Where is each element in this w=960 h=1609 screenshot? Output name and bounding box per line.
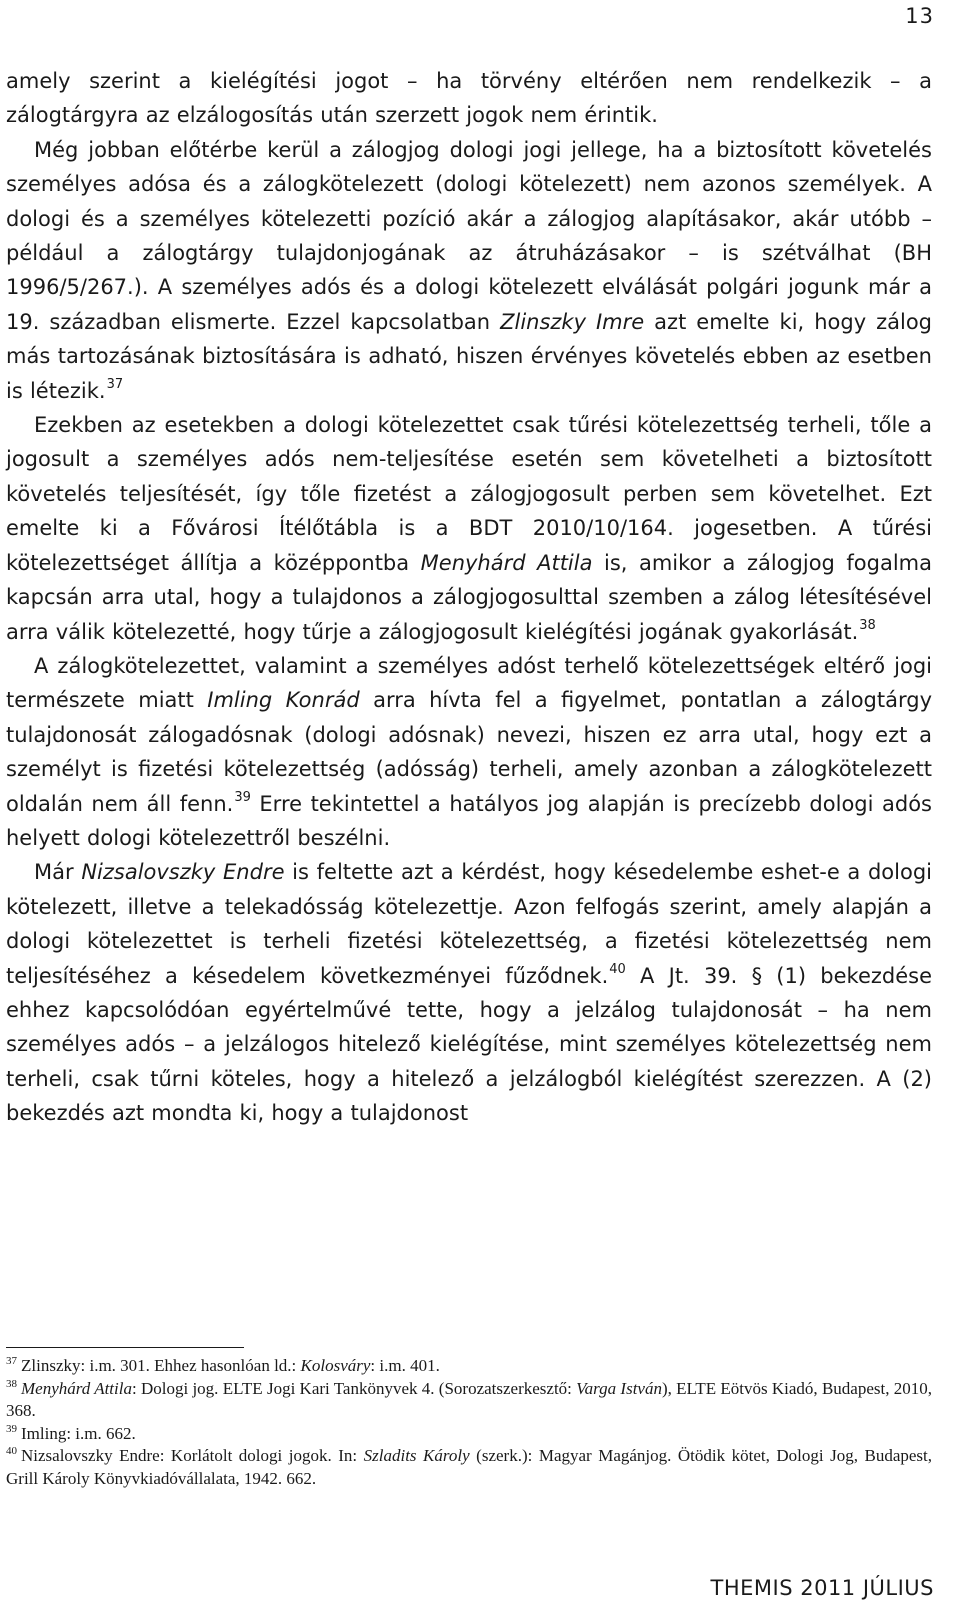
footnote-text: (szerk.): Magyar Magánjog. Ötödik kötet, Dologi Jog, Budapest, Grill Károly Könyvkiadóvállalata, 1942. 662.	[6, 1446, 932, 1488]
footnote-number: 38	[6, 1377, 17, 1390]
paragraph-4	[6, 649, 932, 855]
body-text	[6, 64, 932, 1131]
footnote-number: 40	[6, 1445, 17, 1457]
editor-name: Varga István	[576, 1378, 662, 1398]
author-name: Kolosváry	[300, 1356, 371, 1375]
footnote-39	[6, 1423, 932, 1446]
paragraph-3	[6, 408, 932, 649]
footnote-40	[6, 1445, 932, 1490]
text-segment: azt emelte ki, hogy zálog más tartozásának biztosítására is adható, hiszen érvényes követelés ebben az esetben is létezik.	[6, 309, 933, 403]
editor-name: Szladits Károly	[363, 1446, 470, 1465]
paragraph-2	[6, 133, 932, 408]
footnote-text: ), ELTE Eötvös Kiadó, Budapest, 2010, 368.	[6, 1378, 932, 1420]
page-number: 13	[905, 4, 934, 28]
text-segment: Még jobban előtérbe kerül a zálogjog dologi jogi jellege, ha a biztosított követelés személyes adósa és a zálogkötelezett (dologi kötelezett) nem azonos személyek. A dologi és a személyes kötelezetti pozíció akár a zálogjog alapításakor, akár utóbb – például a zálogtárgy tulajdonjogának az átruházásakor – is szétválhat (BH 1996/5/267.). A személyes adós és a dologi kötelezett elválását polgári jogunk már a 19. században elismerte. Ezzel kapcsolatban	[6, 137, 932, 334]
running-footer: THEMIS 2011 JÚLIUS	[710, 1576, 934, 1600]
footnote-number: 37	[6, 1355, 17, 1367]
author-name: Menyhárd Attila	[420, 550, 593, 575]
author-name: Imling Konrád	[207, 688, 360, 713]
footnote-text: Nizsalovszky Endre: Korlátolt dologi jogok. In:	[21, 1446, 364, 1465]
footnote-text: Zlinszky: i.m. 301. Ehhez hasonlóan ld.:	[21, 1356, 301, 1375]
paragraph-5	[6, 855, 932, 1130]
text-segment: is feltette azt a kérdést, hogy késedelembe eshet-e a dologi kötelezett, illetve a telekadósság kötelezettje. Azon felfogás szerint, amely alapján a dologi kötelezettet is terheli fizetési kötelezettség, a fizetési kötelezettség nem teljesítéséhez a késedelem következményei fűződnek.	[6, 860, 932, 988]
text-segment: Ezekben az esetekben a dologi kötelezettet csak tűrési kötelezettség terheli, tőle a jogosult a személyes adós nem-teljesítése esetén sem követelheti a biztosított követelés teljesítését, így tőle fizetést a zálogjogosult perben sem követelhet. Ezt emelte ki a Fővárosi Ítélőtábla is a BDT 2010/10/164. jogesetben. A tűrési kötelezettséget állítja a középpontba	[6, 413, 932, 575]
footnote-text: : Dologi jog. ELTE Jogi Kari Tankönyvek 4. (Sorozatszerkesztő:	[131, 1378, 577, 1398]
author-name: Nizsalovszky Endre	[81, 860, 285, 885]
text-segment: Már	[34, 860, 82, 885]
author-name: Zlinszky Imre	[500, 309, 645, 334]
footnote-ref: 38	[859, 617, 876, 633]
footnote-text: Imling: i.m. 662.	[21, 1423, 136, 1443]
text-segment: amely szerint a kielégítési jogot – ha törvény eltérően nem rendelkezik – a zálogtárgyra az elzálogosítás után szerzett jogok nem érintik.	[6, 69, 932, 128]
footnote-ref: 39	[234, 789, 251, 805]
footnotes	[6, 1355, 932, 1490]
footnote-text: : i.m. 401.	[370, 1356, 440, 1375]
text-segment: is, amikor a zálogjog fogalma kapcsán arra utal, hogy a tulajdonos a zálogjogosulttal szemben a zálog létesítésével arra válik kötelezetté, hogy tűrje a zálogjogosult kielégítési jogának gyakorlását.	[6, 550, 932, 644]
footnote-ref: 40	[609, 961, 626, 977]
footnote-37	[6, 1355, 932, 1378]
author-name: Menyhárd Attila	[21, 1378, 132, 1398]
footnote-number: 39	[6, 1422, 17, 1435]
text-segment: A Jt. 39. § (1) bekezdése ehhez kapcsolódóan egyértelművé tette, hogy a jelzálog tulajdonosát – ha nem személyes adós – a jelzálogos hitelező kielégítése, mint személyes kötelezettség nem terheli, csak tűrni köteles, hogy a hitelező a jelzálogból kielégítést szerezzen. A (2) bekezdés azt mondta ki, hogy a tulajdonost	[6, 963, 933, 1126]
footnote-38	[6, 1378, 932, 1423]
footnote-divider	[6, 1347, 244, 1348]
text-segment: A zálogkötelezettet, valamint a személyes adóst terhelő kötelezettségek eltérő jogi természete miatt	[6, 653, 932, 713]
paragraph-1	[6, 64, 932, 133]
text-segment: arra hívta fel a figyelmet, pontatlan a zálogtárgy tulajdonosát zálogadósnak (dologi adósnak) nevezi, hiszen ez arra utal, hogy ezt a személyt is fizetési kötelezettség (adósság) terheli, amely azonban a zálogkötelezett oldalán nem áll fenn.	[6, 688, 933, 816]
text-segment: Erre tekintettel a hatályos jog alapján is precízebb dologi adós helyett dologi kötelezettről beszélni.	[6, 791, 932, 850]
footnote-ref: 37	[106, 376, 124, 392]
